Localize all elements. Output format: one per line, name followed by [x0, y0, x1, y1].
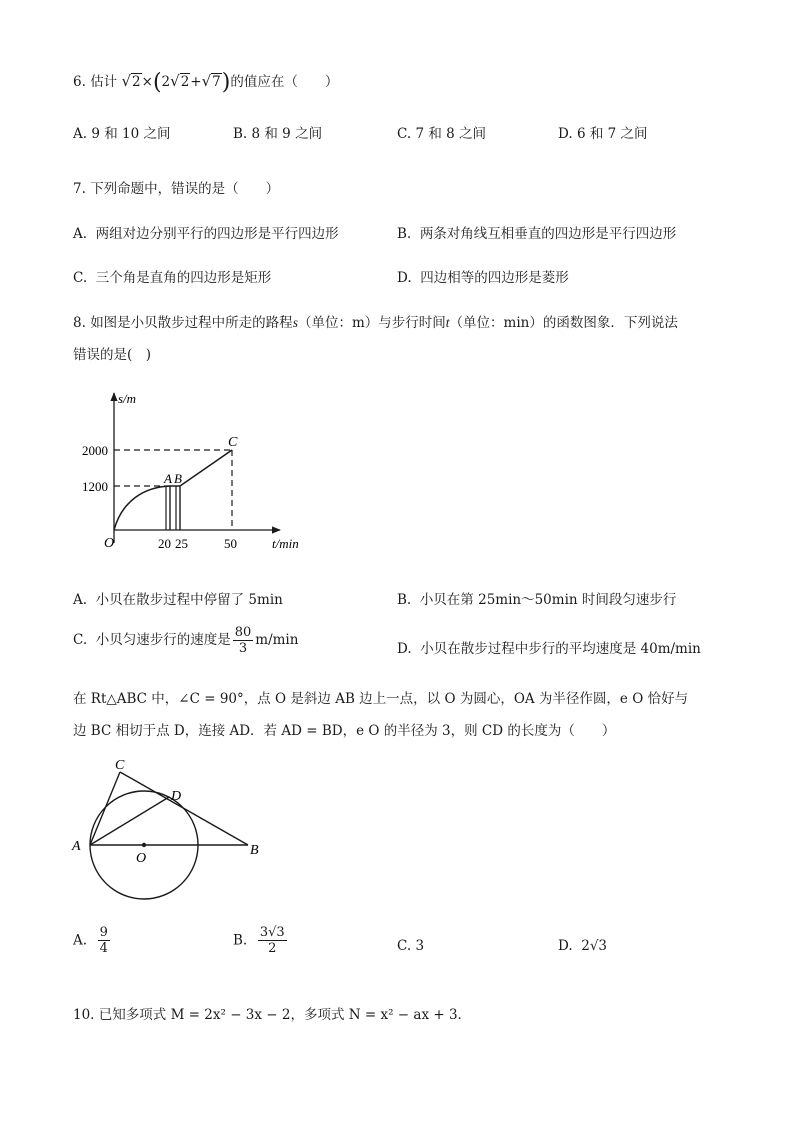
- x-tick-20: 20: [158, 536, 171, 551]
- label-a: A: [72, 839, 81, 854]
- q6-expression: √2×(2√2+√7): [121, 70, 231, 95]
- q7-option-c[interactable]: C. 三个角是直角的四边形是矩形: [73, 270, 272, 286]
- point-a-label: A: [164, 471, 172, 486]
- q6-stem-post: 的值应在（ ）: [230, 74, 339, 90]
- x-tick-25: 25: [175, 536, 188, 551]
- q6-stem: [73, 70, 338, 95]
- label-c: C: [115, 758, 125, 773]
- point-c-label: C: [228, 435, 238, 450]
- q8-stem-line1: 8. 如图是小贝散步过程中所走的路程s（单位：m）与步行时间t（单位：min）的函数图象．下列说法: [73, 315, 678, 331]
- x-axis-label: t/min: [272, 536, 299, 551]
- q9-line2: 边 BC 相切于点 D，连接 AD．若 AD = BD，e O 的半径为 3，则 CD 的长度为（ ）: [73, 723, 616, 739]
- y-tick-1200: 1200: [82, 479, 108, 494]
- q6-option-c[interactable]: C. 7 和 8 之间: [397, 126, 486, 142]
- q8-stem-line2: 错误的是( ): [73, 347, 152, 363]
- q9-figure: [68, 752, 268, 902]
- label-o: O: [136, 851, 147, 866]
- q8-option-d[interactable]: D. 小贝在散步过程中步行的平均速度是 40m/min: [397, 641, 701, 657]
- segment-ac: [90, 772, 120, 845]
- label-b: B: [250, 843, 259, 858]
- segment-ad: [90, 797, 169, 845]
- q7-stem: [73, 177, 279, 197]
- q8-var-s: s: [292, 315, 298, 330]
- q8-var-t: t: [445, 315, 450, 330]
- q6-number: 6.: [73, 74, 86, 90]
- segment-cb: [120, 772, 248, 845]
- q7-option-b[interactable]: B. 两条对角线互相垂直的四边形是平行四边形: [397, 226, 677, 242]
- center-dot: [142, 843, 146, 847]
- q7-option-a[interactable]: A. 两组对边分别平行的四边形是平行四边形: [73, 226, 339, 242]
- q6-stem-pre: 估计: [90, 74, 118, 90]
- q9-option-c[interactable]: C. 3: [397, 938, 425, 954]
- q8-option-b[interactable]: B. 小贝在第 25min～50min 时间段匀速步行: [397, 592, 677, 608]
- label-d: D: [171, 789, 182, 804]
- origin-label: O: [104, 536, 115, 551]
- q8-graph: [80, 383, 320, 558]
- q8-option-a[interactable]: A. 小贝在散步过程中停留了 5min: [73, 592, 283, 608]
- x-tick-50: 50: [224, 536, 237, 551]
- q9-option-b[interactable]: B. $\frac{3√3}{2}$: [233, 925, 285, 956]
- q6-option-a[interactable]: A. 9 和 10 之间: [73, 126, 171, 142]
- segment-bc: [180, 450, 232, 486]
- q7-option-d[interactable]: D. 四边相等的四边形是菱形: [397, 270, 569, 286]
- q7-number: 7.: [73, 181, 86, 197]
- q9-option-d[interactable]: D. 2√3: [558, 938, 608, 954]
- q9-line1: 在 Rt△ABC 中，∠C = 90°，点 O 是斜边 AB 边上一点，以 O 为圆心，OA 为半径作圆，e O 恰好与: [73, 691, 689, 707]
- q8-option-c[interactable]: C. 小贝匀速步行的速度是 $\frac{80}{3}$ m/min: [73, 625, 299, 656]
- q10-stem: 10. 已知多项式 M = 2x² − 3x − 2，多项式 N = x² − ax + 3．: [73, 1007, 472, 1023]
- q9-option-a[interactable]: A. $\frac{9}{4}$: [73, 925, 108, 956]
- q7-stem-text: 下列命题中，错误的是（ ）: [90, 181, 280, 197]
- curve-oa: [114, 486, 170, 530]
- y-axis-label: s/m: [118, 391, 137, 406]
- q8-c-fraction: $\frac{80}{3}$: [234, 625, 252, 656]
- y-tick-2000: 2000: [82, 443, 108, 458]
- q6-option-d[interactable]: D. 6 和 7 之间: [558, 126, 648, 142]
- q6-option-b[interactable]: B. 8 和 9 之间: [233, 126, 323, 142]
- point-b-label: B: [174, 471, 182, 486]
